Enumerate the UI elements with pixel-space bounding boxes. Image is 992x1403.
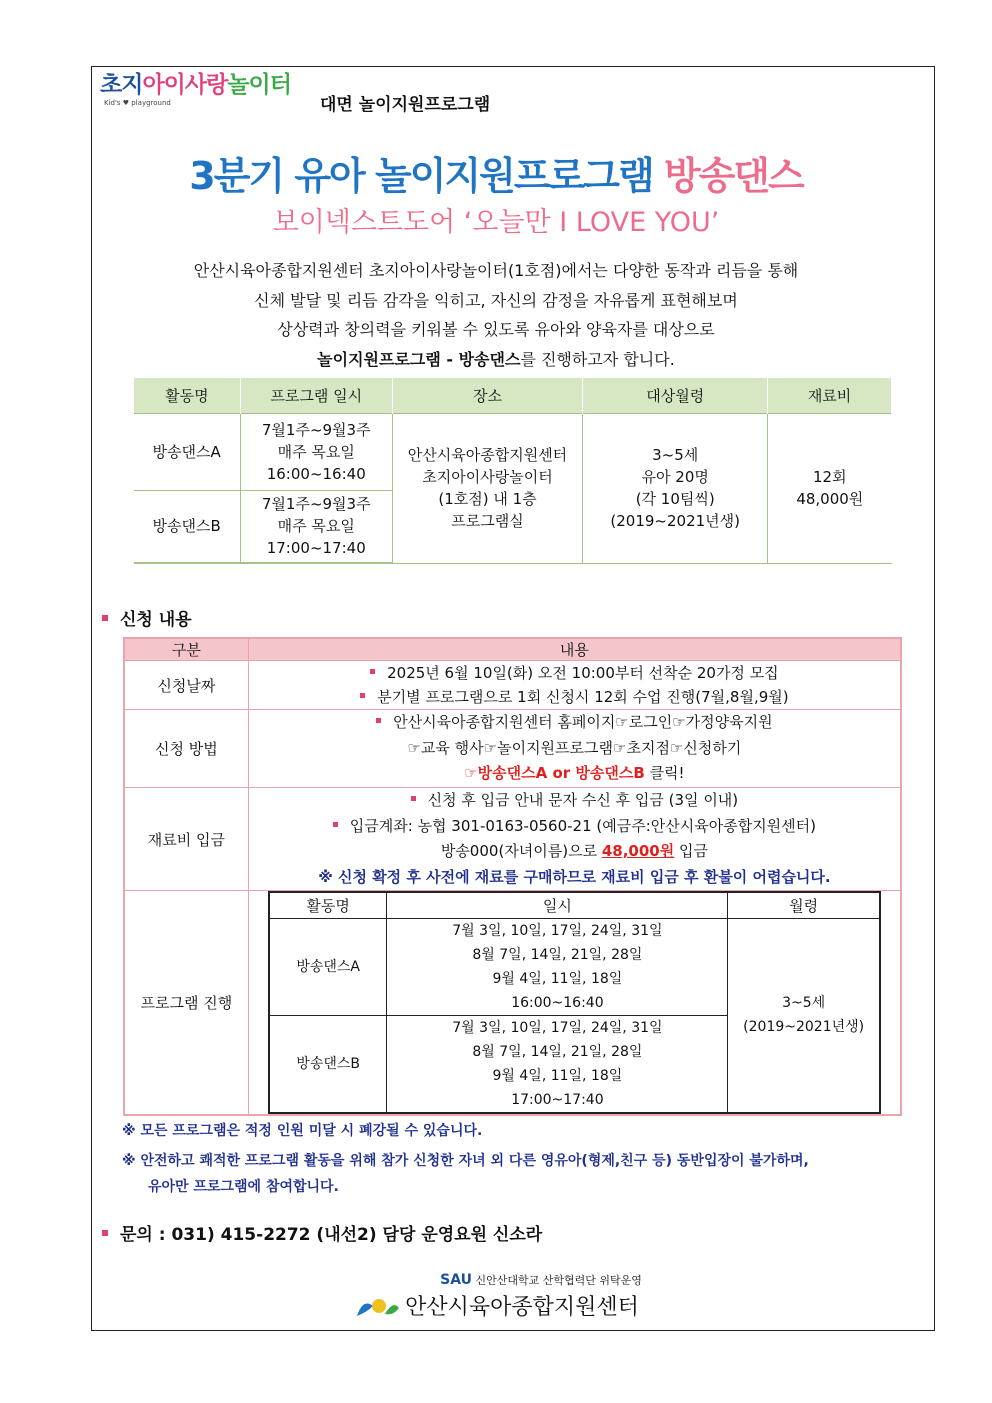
schedule-line: 7월1주~9월3주 (261, 420, 371, 439)
program-schedule-b (240, 490, 392, 563)
schedule-age-line: 3~5세 (782, 995, 826, 1011)
schedule-date-line: 16:00~16:40 (511, 994, 604, 1011)
page-subtitle: 보이넥스트도어 ‘오늘만 I LOVE YOU’ (272, 207, 720, 238)
fee-line: 입금 (674, 842, 708, 860)
square-bullet-icon (333, 822, 338, 827)
date-line: 2025년 6월 10일(화) 오전 10:00부터 선착순 20가정 모집 (387, 664, 779, 682)
footer-center-name: 안산시육아종합지원센터 (405, 1295, 639, 1320)
place-line: 프로그램실 (451, 512, 524, 530)
footer-top (90, 1272, 992, 1288)
program-age (583, 413, 768, 563)
place-line: 초지아이사랑놀이터 (422, 468, 553, 486)
schedule-dates-a (387, 918, 728, 1015)
note-companion: ※ 안전하고 쾌적한 프로그램 활동을 위해 참가 신청한 자녀 외 다른 영유아(형제,친구 등) 동반입장이 불가하며, (122, 1153, 809, 1169)
program-place (392, 413, 583, 563)
intro-bold: 놀이지원프로그램 - 방송댄스 (317, 349, 521, 369)
schedule-date-line: 7월 3일, 10일, 17일, 24일, 31일 (452, 922, 663, 939)
program-header-cell: 프로그램 일시 (240, 378, 392, 413)
apply-header-cell: 구분 (124, 638, 248, 661)
square-bullet-icon (411, 796, 416, 801)
fee-line: 신청 후 입금 안내 문자 수신 후 입금 (3일 이내) (427, 791, 739, 809)
program-header-cell: 재료비 (768, 378, 892, 413)
schedule-name-b: 방송댄스B (269, 1015, 387, 1113)
apply-label-date: 신청날짜 (124, 661, 248, 710)
place-line: 안산시육아종합지원센터 (407, 446, 568, 464)
square-bullet-icon (102, 1230, 108, 1236)
schedule-line: 매주 목요일 (277, 442, 355, 461)
schedule-age-line: (2019~2021년생) (743, 1019, 865, 1035)
apply-label-progress: 프로그램 진행 (124, 891, 248, 1115)
program-name-b: 방송댄스B (134, 490, 241, 563)
schedule-date-line: 9월 4일, 11일, 18일 (492, 970, 623, 987)
fee-line: 48,000원 (796, 490, 864, 508)
program-name-a: 방송댄스A (134, 413, 241, 490)
apply-header-cell: 내용 (248, 638, 901, 661)
logo-text-playground: 놀이터 (227, 72, 291, 98)
apply-content-progress (248, 891, 901, 1115)
schedule-header-cell: 활동명 (269, 892, 387, 918)
square-bullet-icon (376, 718, 381, 723)
square-bullet-icon (370, 669, 375, 674)
schedule-date-line: 17:00~17:40 (511, 1091, 604, 1108)
program-table (133, 378, 892, 564)
age-line: 3~5세 (652, 446, 699, 464)
contact-line (102, 1220, 542, 1245)
schedule-date-line: 9월 4일, 11일, 18일 (492, 1067, 623, 1084)
footer (0, 1272, 992, 1322)
apply-content-method (248, 710, 901, 788)
square-bullet-icon (360, 693, 365, 698)
sau-logo-text: SAU (440, 1272, 472, 1288)
apply-heading (102, 605, 192, 630)
apply-content-date (248, 661, 901, 710)
intro-line: 상상력과 창의력을 키워볼 수 있도록 유아와 양육자를 대상으로 (277, 320, 715, 339)
intro-line (120, 345, 872, 375)
schedule-name-a: 방송댄스A (269, 918, 387, 1015)
apply-content-fee (248, 788, 901, 891)
program-header-cell: 장소 (392, 378, 583, 413)
schedule-line: 7월1주~9월3주 (261, 495, 371, 514)
logo-text-choji: 초지 (100, 72, 143, 98)
program-header-cell: 활동명 (134, 378, 241, 413)
header-subtitle: 대면 놀이지원프로그램 (320, 95, 491, 115)
logo-text-love: 아이사랑 (142, 72, 228, 98)
fee-amount: 48,000원 (601, 842, 675, 860)
fee-line: 12회 (813, 468, 847, 486)
intro-line: 안산시육아종합지원센터 초지아이사랑놀이터(1호점)에서는 다양한 동작과 리듬을 통해 (193, 261, 799, 280)
title-highlight: 방송댄스 (663, 154, 803, 198)
square-bullet-icon (102, 615, 108, 621)
note-cancel: ※ 모든 프로그램은 적정 인원 미달 시 폐강될 수 있습니다. (122, 1123, 483, 1139)
page-title (0, 145, 992, 200)
schedule-age (728, 918, 880, 1113)
age-line: (각 10팀씩) (635, 490, 715, 508)
program-schedule-a (240, 413, 392, 490)
age-line: (2019~2021년생) (610, 512, 741, 530)
age-line: 유아 20명 (641, 468, 709, 486)
fee-line: 입금계좌: 농협 301-0163-0560-21 (예금주:안산시육아종합지원센터) (349, 816, 817, 835)
program-header-cell: 대상월령 (583, 378, 768, 413)
apply-label-method: 신청 방법 (124, 710, 248, 788)
program-fee (768, 413, 892, 563)
schedule-table (268, 891, 881, 1114)
logo-subtext: Kid's ♥ playground (104, 99, 171, 107)
date-line: 분기별 프로그램으로 1회 신청시 12회 수업 진행(7월,8월,9월) (377, 688, 789, 706)
schedule-line: 17:00~17:40 (266, 539, 366, 558)
refund-notice: ※ 신청 확정 후 사전에 재료를 구매하므로 재료비 입금 후 환불이 어렵습니다. (318, 867, 831, 886)
method-line: ☞교육 행사☞놀이지원프로그램☞초지점☞신청하기 (407, 738, 742, 757)
apply-label-fee: 재료비 입금 (124, 788, 248, 891)
schedule-date-line: 8월 7일, 14일, 21일, 28일 (472, 946, 643, 963)
intro-rest: 를 진행하고자 합니다. (520, 349, 675, 369)
schedule-date-line: 8월 7일, 14일, 21일, 28일 (472, 1043, 643, 1060)
place-line: (1호점) 내 1층 (438, 490, 537, 508)
apply-heading-text: 신청 내용 (120, 610, 192, 630)
schedule-header-cell: 일시 (387, 892, 728, 918)
schedule-header-cell: 월령 (728, 892, 880, 918)
fee-line: 방송000(자녀이름)으로 (440, 842, 602, 860)
schedule-date-line: 7월 3일, 10일, 17일, 24일, 31일 (452, 1019, 663, 1036)
title-main: 3분기 유아 놀이지원프로그램 (189, 154, 653, 198)
intro-paragraph (120, 256, 872, 374)
intro-line: 신체 발달 및 리듬 감각을 익히고, 자신의 감정을 자유롭게 표현해보며 (254, 290, 738, 310)
apply-table (123, 637, 902, 1116)
contact-text: 문의 : 031) 415-2272 (내선2) 담당 운영요원 신소라 (120, 1225, 543, 1245)
footer-top-text: 신안산대학교 산학협력단 위탁운영 (475, 1274, 642, 1287)
center-logo-icon (353, 1294, 401, 1322)
footer-main (0, 1290, 992, 1322)
schedule-line: 16:00~16:40 (266, 464, 366, 483)
method-line: 안산시육아종합지원센터 홈페이지☞로그인☞가정양육지원 (393, 713, 773, 732)
schedule-dates-b (387, 1015, 728, 1113)
schedule-line: 매주 목요일 (277, 517, 355, 536)
note-companion-cont: 유아만 프로그램에 참여합니다. (148, 1179, 339, 1195)
method-line: 클릭! (644, 764, 685, 783)
playground-logo (100, 72, 310, 112)
method-highlight: ☞방송댄스A or 방송댄스B (464, 764, 645, 783)
